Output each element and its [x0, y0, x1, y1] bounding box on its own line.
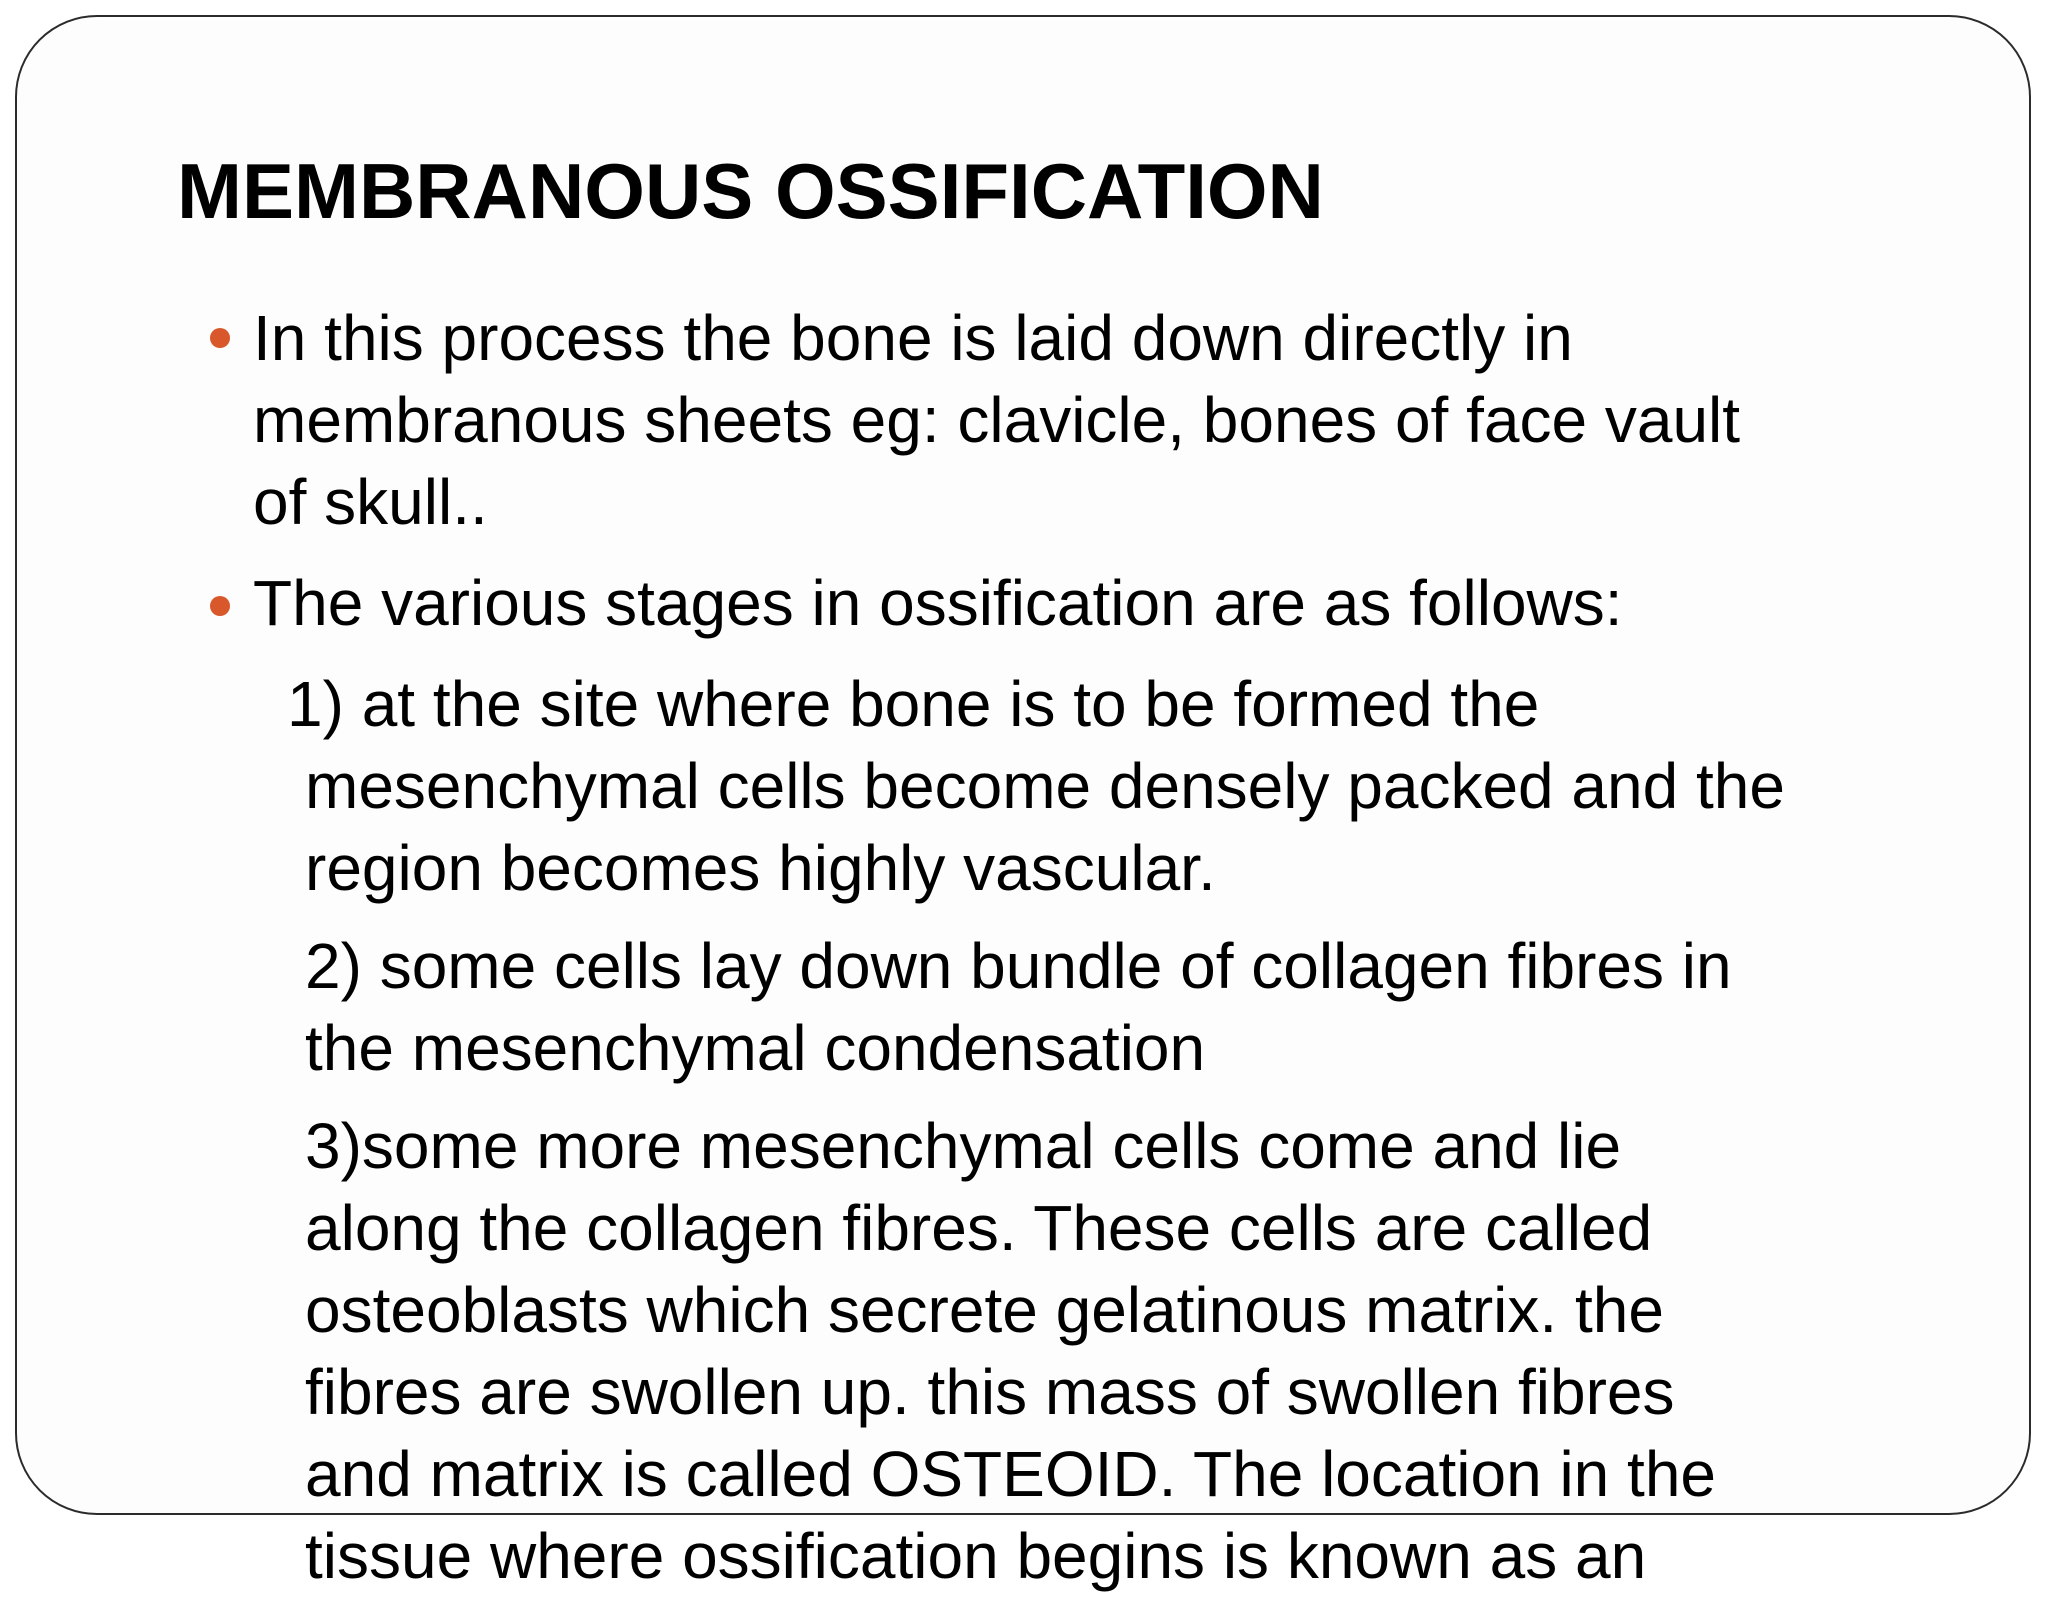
bullet-text-process: In this process the bone is laid down directly in membranous sheets eg: clavicle, bones of face vault of skull..	[253, 302, 1741, 538]
slide-title: MEMBRANOUS OSSIFICATION	[177, 147, 1324, 235]
bullet-dot-icon	[210, 596, 230, 616]
stage-2-text: 2) some cells lay down bundle of collagen fibres in the mesenchymal condensation	[305, 930, 1732, 1084]
slide-content	[17, 17, 2029, 1592]
bullet-text-stages-intro: The various stages in ossification are as follows:	[253, 567, 1623, 639]
stage-3-text: 3)some more mesenchymal cells come and lie along the collagen fibres. These cells are called osteoblasts which secrete gelatinous matrix. the fibres are swollen up. this mass of swollen fibres and matrix is called OSTEOID. The location in the tissue where ossification begins is known as an	[305, 1110, 1716, 1592]
stage-1-text: 1) at the site where bone is to be formed the mesenchymal cells become densely packed and the region becomes highly vascular.	[287, 668, 1785, 904]
bullet-dot-icon	[210, 328, 230, 348]
slide-frame	[15, 15, 2031, 1592]
